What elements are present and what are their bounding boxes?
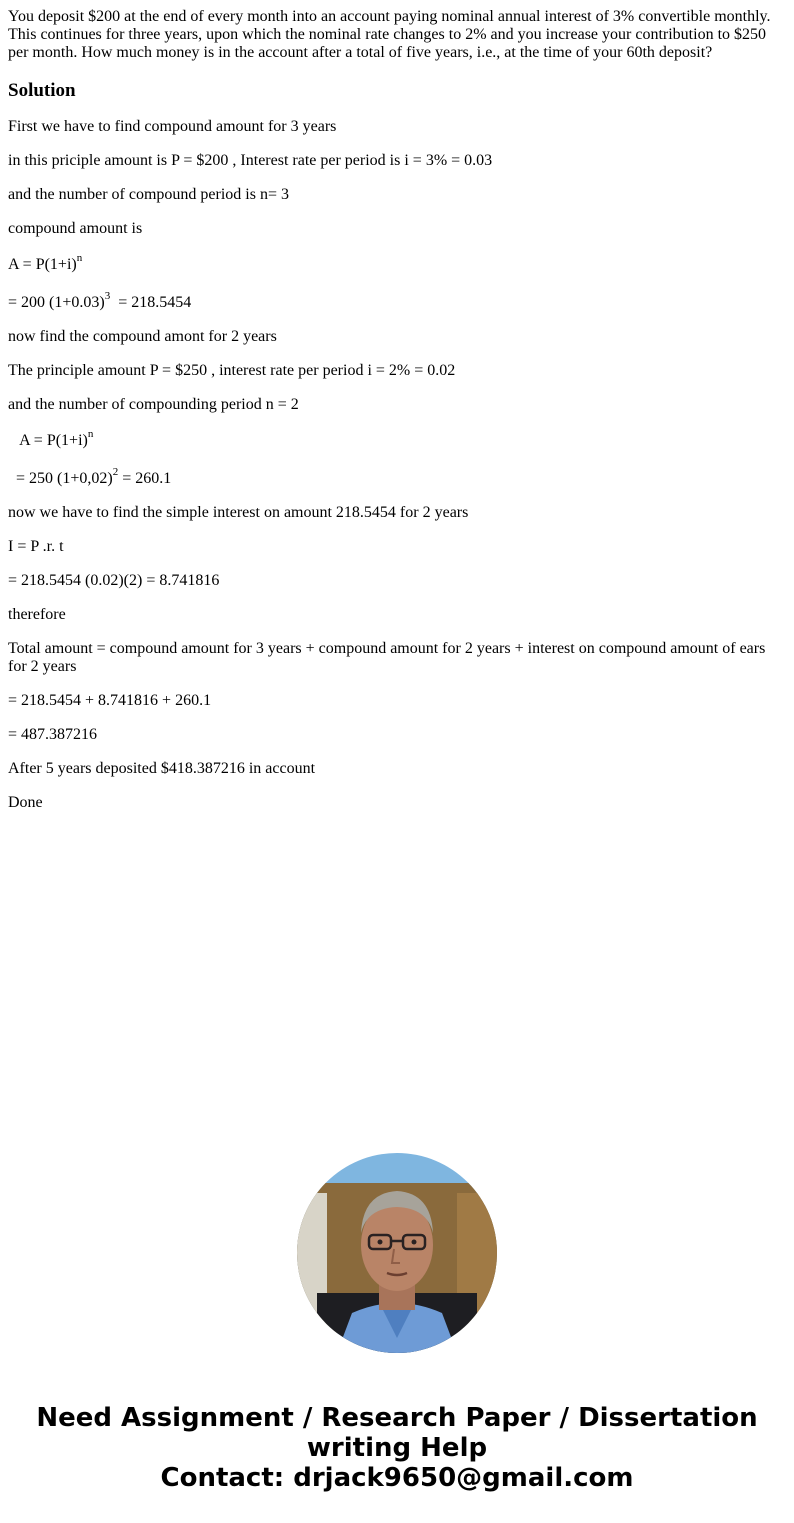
step-line: in this priciple amount is P = $200 , Interest rate per period is i = 3% = 0.03 [8, 152, 493, 169]
step-line: compound amount is [8, 220, 143, 237]
step-line: now find the compound amont for 2 years [8, 328, 277, 345]
formula-main: A = P(1+i) [8, 256, 77, 273]
formula-line [8, 251, 778, 274]
avatar-portrait-icon [297, 1153, 497, 1353]
step-line: First we have to find compound amount for 3 years [8, 118, 337, 135]
formula-exponent: n [76, 251, 83, 264]
step-line: and the number of compound period is n= 3 [8, 186, 289, 203]
step-line: now we have to find the simple interest on amount 218.5454 for 2 years [8, 504, 469, 521]
footer-line: writing Help [306, 1433, 488, 1463]
author-avatar [297, 1153, 497, 1353]
step-line: I = P .r. t [8, 538, 64, 555]
step-line: Total amount = compound amount for 3 years + compound amount for 2 years + interest on compound amount of ears for 2 years [8, 640, 766, 675]
step-line: After 5 years deposited $418.387216 in account [8, 760, 316, 777]
formula-main: = 250 (1+0,02) [8, 470, 113, 487]
step-line: therefore [8, 606, 66, 623]
step-line: Done [8, 794, 43, 811]
solution-heading: Solution [8, 80, 76, 101]
formula-exponent: 3 [104, 289, 111, 302]
formula-line [8, 465, 778, 488]
formula-line [8, 427, 778, 450]
formula-exponent: 2 [112, 465, 119, 478]
promo-footer [0, 1403, 794, 1493]
footer-line: Need Assignment / Research Paper / Dissertation [36, 1403, 758, 1433]
formula-result: = 260.1 [118, 470, 172, 487]
step-line: and the number of compounding period n = 2 [8, 396, 299, 413]
step-line: The principle amount P = $250 , interest rate per period i = 2% = 0.02 [8, 362, 456, 379]
step-line: = 218.5454 (0.02)(2) = 8.741816 [8, 572, 220, 589]
formula-result: = 218.5454 [110, 294, 192, 311]
formula-exponent: n [87, 427, 94, 440]
solution-steps [8, 118, 778, 812]
step-line: = 218.5454 + 8.741816 + 260.1 [8, 692, 212, 709]
step-line: = 487.387216 [8, 726, 98, 743]
document-body [8, 8, 778, 812]
formula-main: A = P(1+i) [8, 432, 88, 449]
question-text: You deposit $200 at the end of every month into an account paying nominal annual interest of 3% convertible monthly. This continues for three years, upon which the nominal rate changes to 2% and you increase your contribution to $250 per month. How much money is in the account after a total of five years, i.e., at the time of your 60th deposit? [8, 8, 771, 61]
formula-line [8, 289, 778, 312]
footer-contact: Contact: drjack9650@gmail.com [160, 1463, 634, 1493]
formula-main: = 200 (1+0.03) [8, 294, 105, 311]
